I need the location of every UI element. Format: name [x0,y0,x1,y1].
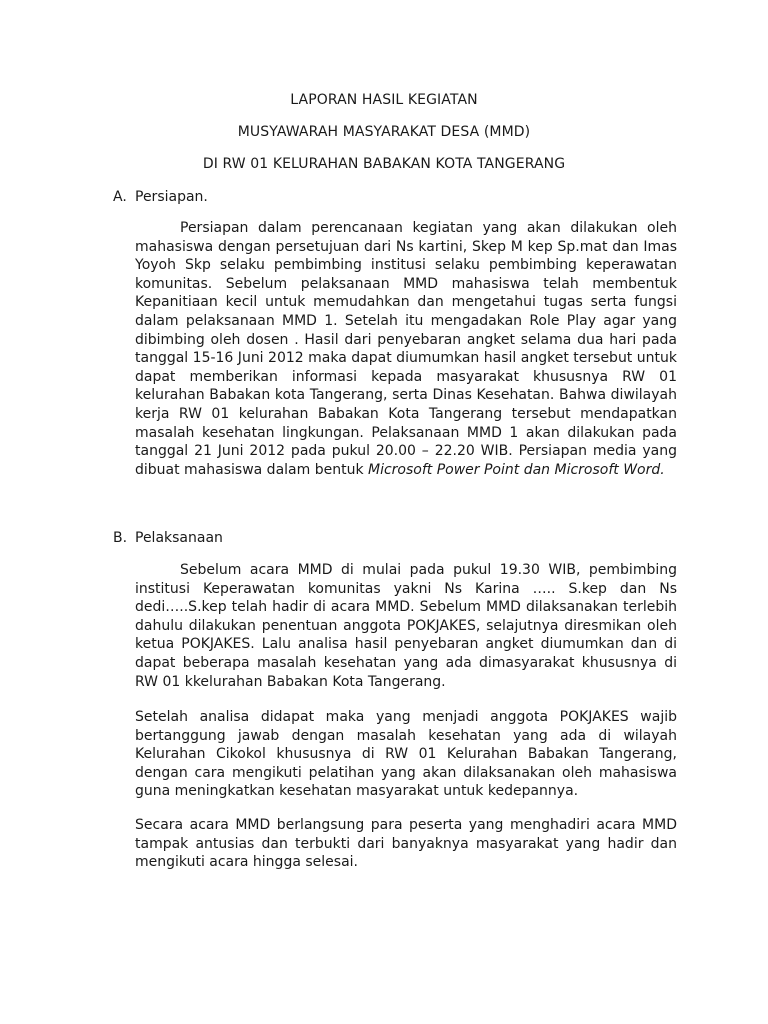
section-a-number: A. [113,189,127,205]
section-a-paragraph-text: Persiapan dalam perencanaan kegiatan yang akan dilakukan oleh mahasiswa dengan persetujuan dari Ns kartini, Skep M kep Sp.mat dan Imas Yoyoh Skp selaku pembimbing institusi selaku pembimbing keperawatan komunitas. Sebelum pelaksanaan MMD mahasiswa telah membentuk Kepanitiaan kecil untuk memudahkan dan mengetahui tugas serta fungsi dalam pelaksanaan MMD 1. Setelah itu mengadakan Role Play agar yang dibimbing oleh dosen . Hasil dari penyebaran angket selama dua hari pada tanggal 15-16 Juni 2012 maka dapat diumumkan hasil angket tersebut untuk dapat memberikan informasi kepada masyarakat khususnya RW 01 kelurahan Babakan kota Tangerang, serta Dinas Kesehatan. Bahwa diwilayah kerja RW 01 kelurahan Babakan Kota Tangerang tersebut mendapatkan masalah kesehatan lingkungan. Pelaksanaan MMD 1 akan dilakukan pada tanggal 21 Juni 2012 pada pukul 20.00 – 22.20 WIB. Persiapan media yang dibuat mahasiswa dalam bentuk [135,220,677,478]
report-title-line-3: DI RW 01 KELURAHAN BABAKAN KOTA TANGERANG [202,156,566,172]
section-b-heading [113,530,223,546]
section-a-title: Persiapan. [135,189,208,205]
section-b-number: B. [113,530,128,546]
section-b-paragraph-3: Secara acara MMD berlangsung para peserta yang menghadiri acara MMD tampak antusias dan terbukti dari banyaknya masyarakat yang hadir dan mengikuti acara hingga selesai. [135,817,677,871]
report-title-line-2: MUSYAWARAH MASYARAKAT DESA (MMD) [237,124,531,140]
report-title-line-1: LAPORAN HASIL KEGIATAN [290,92,478,108]
section-b-body-2 [135,708,677,801]
section-b-paragraph-2: Setelah analisa didapat maka yang menjadi anggota POKJAKES wajib bertanggung jawab dengan masalah kesehatan yang ada di wilayah Kelurahan Cikokol khususnya di RW 01 Kelurahan Babakan Tangerang, dengan cara mengikuti pelatihan yang akan dilaksanakan oleh mahasiswa guna meningkatkan kesehatan masyarakat untuk kedepannya. [135,709,677,800]
section-b-title: Pelaksanaan [135,530,223,546]
section-a-body [135,219,677,479]
section-a-heading [113,189,208,205]
section-a-paragraph-italic: Microsoft Power Point dan Microsoft Word. [368,461,665,478]
section-a-paragraph [135,219,677,479]
section-b-body-3 [135,816,677,872]
section-b-paragraph-1: Sebelum acara MMD di mulai pada pukul 19.30 WIB, pembimbing institusi Keperawatan komunitas yakni Ns Karina ….. S.kep dan Ns dedi…..S.kep telah hadir di acara MMD. Sebelum MMD dilaksanakan terlebih dahulu dilakukan penentuan anggota POKJAKES, selajutnya diresmikan oleh ketua POKJAKES. Lalu analisa hasil penyebaran angket diumumkan dan di dapat beberapa masalah kesehatan yang ada dimasyarakat khususnya di RW 01 kkelurahan Babakan Kota Tangerang. [135,562,677,690]
section-b-body-1 [135,561,677,691]
